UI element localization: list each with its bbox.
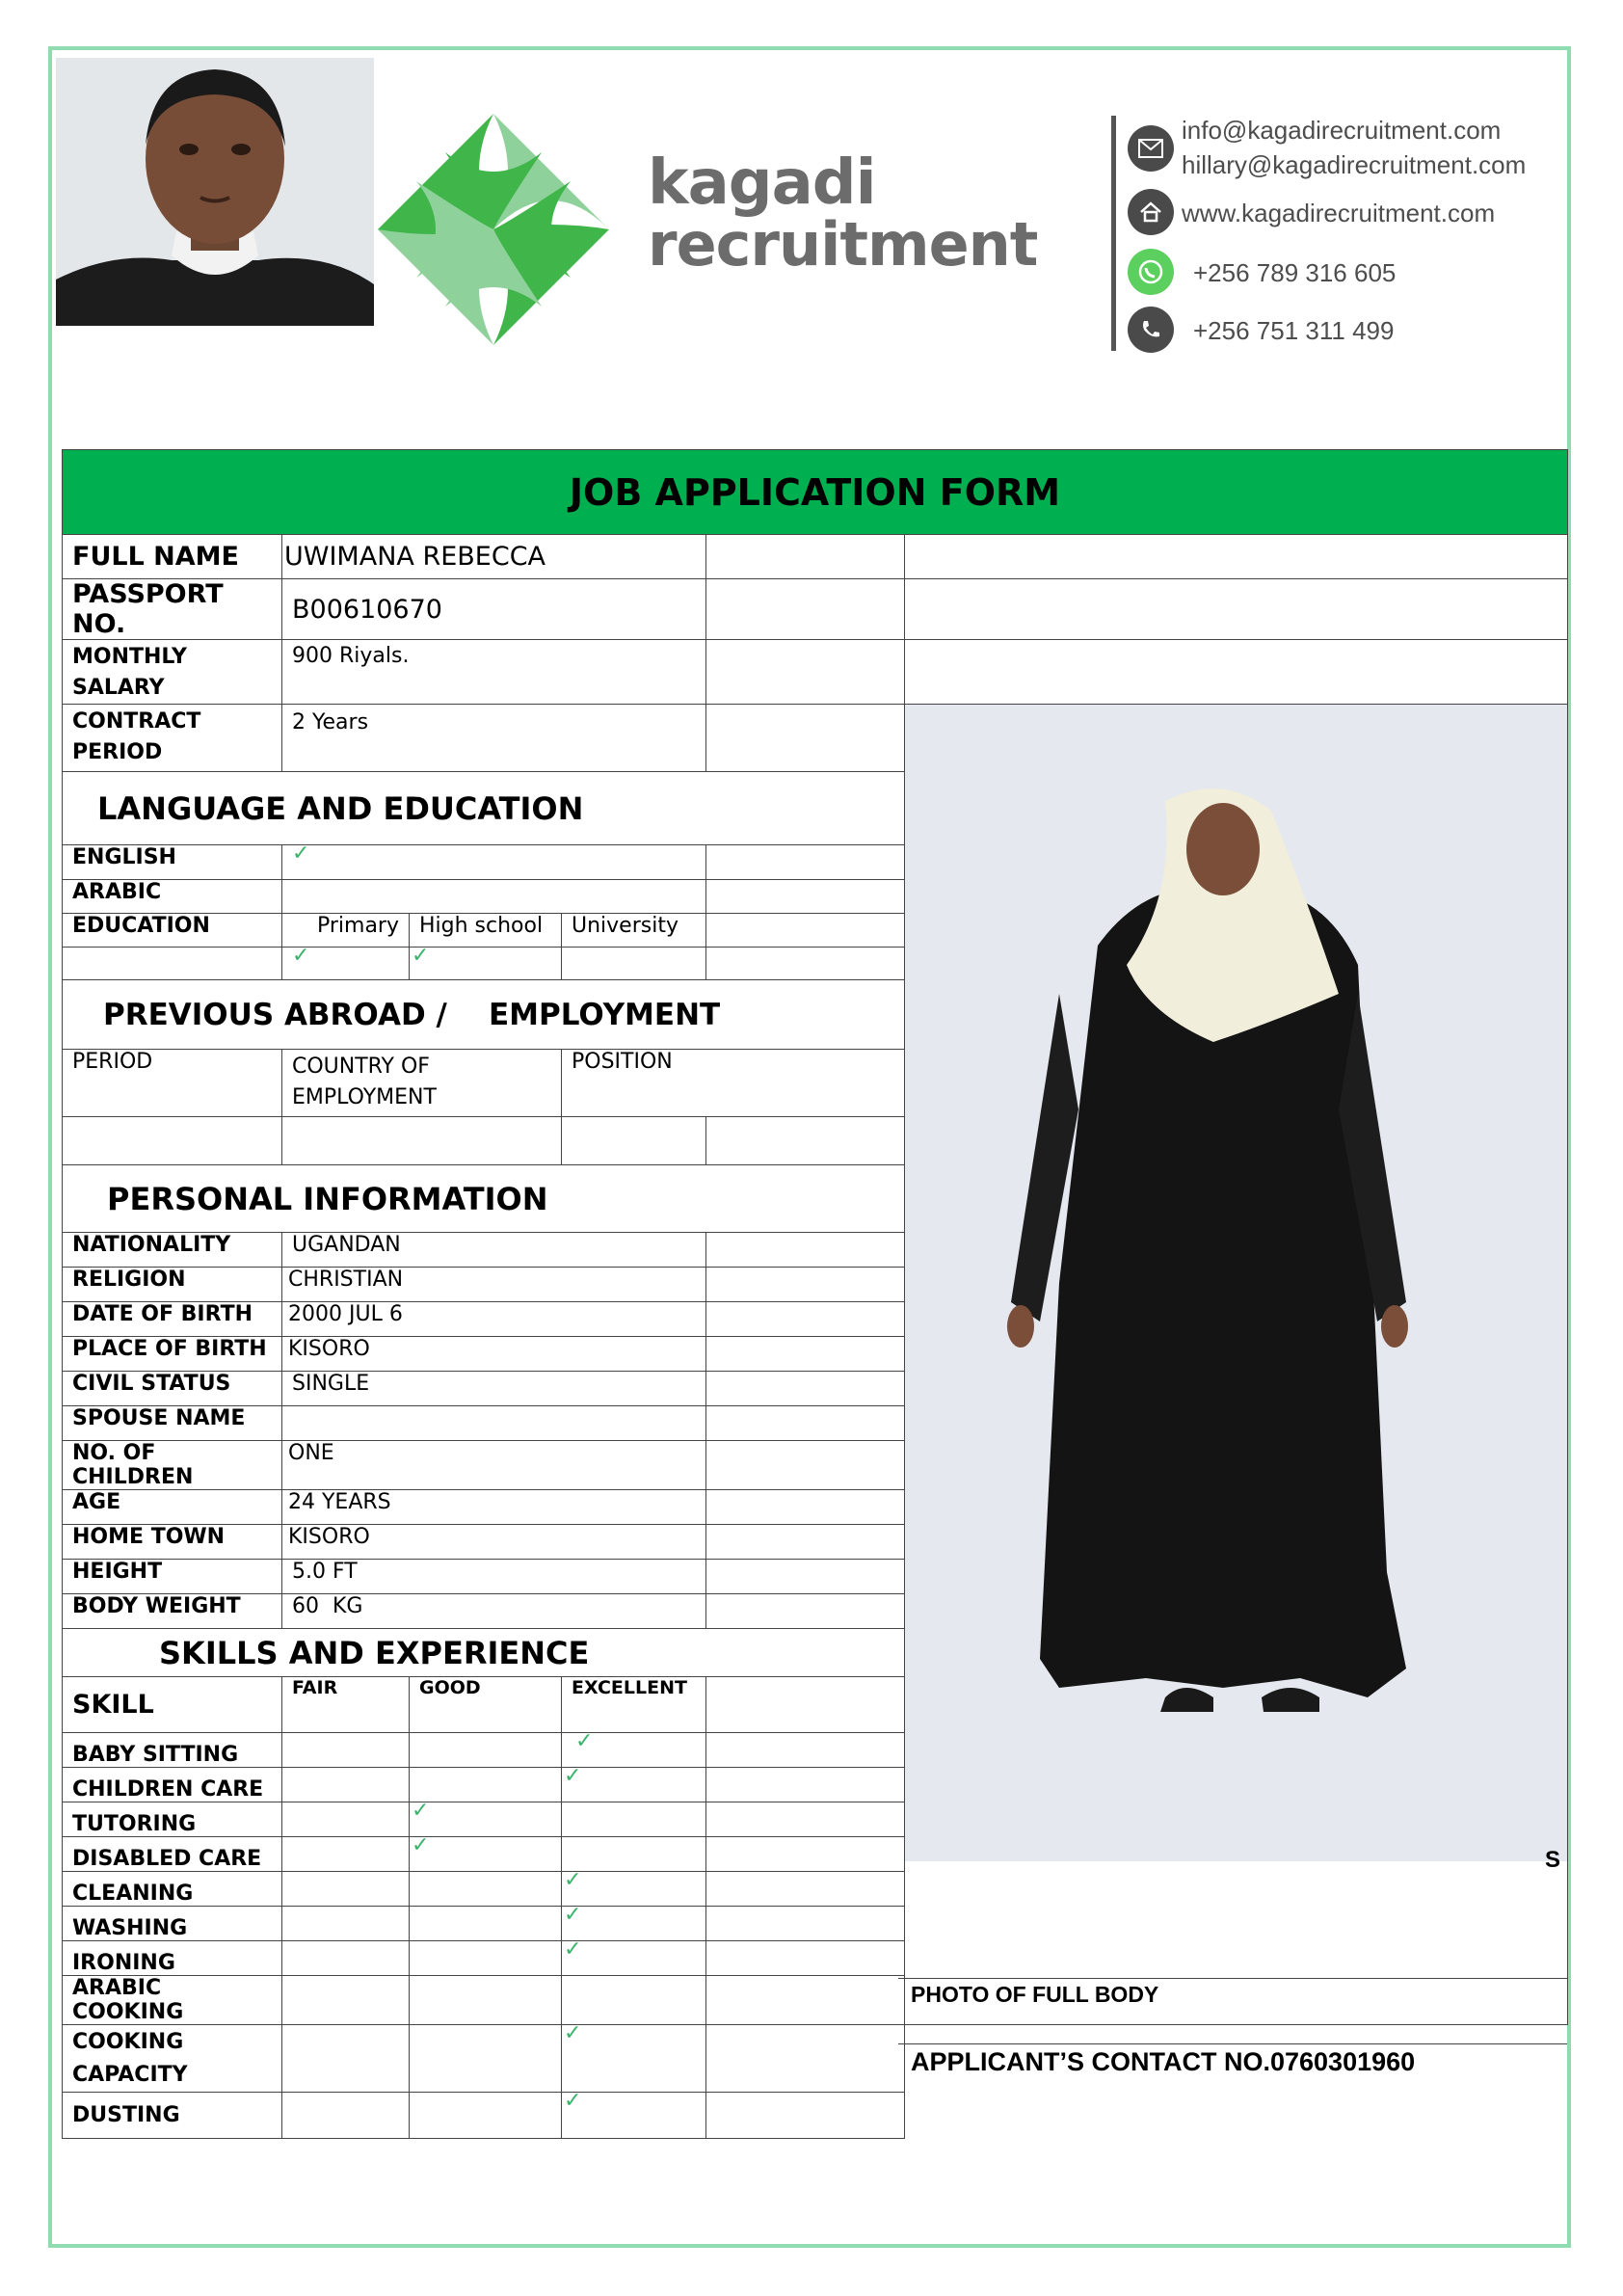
empty-cell (63, 948, 282, 980)
contact-whatsapp[interactable]: +256 789 316 605 (1193, 258, 1397, 287)
skill-name: BABY SITTING (63, 1733, 282, 1768)
good-header: GOOD (410, 1677, 562, 1733)
skill-fair (282, 1872, 410, 1907)
skill-fair (282, 1907, 410, 1941)
empty-cell (905, 640, 1568, 705)
photo-note: S (1545, 1847, 1561, 1873)
personal-label: NO. OF CHILDREN (63, 1441, 282, 1490)
skill-name: IRONING (63, 1941, 282, 1976)
arabic-label: ARABIC (63, 880, 282, 914)
empty-cell (706, 880, 905, 914)
personal-value: ONE (282, 1441, 706, 1490)
skill-excellent: ✓ (562, 1941, 706, 1976)
skill-name: DUSTING (63, 2093, 282, 2139)
empty-cell (905, 579, 1568, 640)
empty-cell (706, 1907, 905, 1941)
full-body-photo-cell (905, 705, 1568, 2025)
skill-excellent: ✓ (562, 1907, 706, 1941)
skill-name: CHILDREN CARE (63, 1768, 282, 1802)
applicant-portrait-photo (56, 58, 374, 326)
personal-label: RELIGION (63, 1268, 282, 1302)
country-label: COUNTRY OF EMPLOYMENT (282, 1050, 562, 1117)
skill-good (410, 1733, 562, 1768)
skill-good: ✓ (410, 1802, 562, 1837)
skill-good (410, 1976, 562, 2025)
skill-good (410, 1872, 562, 1907)
whatsapp-icon (1128, 249, 1174, 295)
personal-information-heading: PERSONAL INFORMATION (63, 1165, 905, 1233)
mail-icon (1128, 125, 1174, 172)
empty-cell (706, 1302, 905, 1337)
empty-cell (706, 1233, 905, 1268)
personal-label: DATE OF BIRTH (63, 1302, 282, 1337)
personal-label: SPOUSE NAME (63, 1406, 282, 1441)
empty-cell (706, 948, 905, 980)
contact-email-1[interactable]: info@kagadirecruitment.com (1182, 116, 1502, 145)
empty-cell (282, 1117, 562, 1165)
language-education-heading: LANGUAGE AND EDUCATION (63, 772, 905, 845)
skill-fair (282, 1837, 410, 1872)
edu-primary-tick: ✓ (282, 948, 410, 980)
personal-label: CIVIL STATUS (63, 1372, 282, 1406)
arabic-value (282, 880, 706, 914)
skill-excellent: ✓ (562, 2093, 706, 2139)
empty-cell (706, 1560, 905, 1594)
skill-good (410, 1907, 562, 1941)
skill-excellent: ✓ (562, 1872, 706, 1907)
empty-cell (562, 1117, 706, 1165)
skill-fair (282, 1941, 410, 1976)
empty-cell (706, 1837, 905, 1872)
photo-full-body-label: PHOTO OF FULL BODY (911, 1982, 1159, 2007)
empty-cell (706, 1268, 905, 1302)
contact-phone[interactable]: +256 751 311 499 (1193, 316, 1395, 345)
skill-name: DISABLED CARE (63, 1837, 282, 1872)
application-form-table (62, 449, 1568, 2139)
empty-cell (706, 1941, 905, 1976)
full-name-value: UWIMANA REBECCA (282, 535, 706, 579)
empty-cell (706, 1490, 905, 1525)
skill-fair (282, 1768, 410, 1802)
empty-cell (706, 1525, 905, 1560)
skill-name: ARABIC COOKING (63, 1976, 282, 2025)
contract-label: CONTRACT PERIOD (63, 705, 282, 772)
home-icon (1128, 189, 1174, 235)
divider (898, 2043, 1567, 2044)
contact-email-2[interactable]: hillary@kagadirecruitment.com (1182, 150, 1527, 179)
skills-experience-heading: SKILLS AND EXPERIENCE (63, 1629, 905, 1677)
empty-cell (706, 2025, 905, 2093)
skill-good: ✓ (410, 1837, 562, 1872)
contact-divider (1111, 116, 1116, 351)
personal-value: 5.0 FT (282, 1560, 706, 1594)
english-label: ENGLISH (63, 845, 282, 880)
personal-value: SINGLE (282, 1372, 706, 1406)
skill-excellent: ✓ (562, 1768, 706, 1802)
contact-website[interactable]: www.kagadirecruitment.com (1182, 199, 1496, 227)
skill-excellent (562, 1837, 706, 1872)
form-title: JOB APPLICATION FORM (63, 450, 1568, 535)
skill-good (410, 2093, 562, 2139)
personal-value: 2000 JUL 6 (282, 1302, 706, 1337)
empty-cell (706, 705, 905, 772)
skill-excellent (562, 1976, 706, 2025)
empty-cell (706, 1406, 905, 1441)
english-tick: ✓ (282, 845, 706, 880)
empty-cell (706, 845, 905, 880)
previous-abroad-heading: PREVIOUS ABROAD / EMPLOYMENT (63, 980, 905, 1050)
empty-cell (706, 1441, 905, 1490)
passport-value: B00610670 (282, 579, 706, 640)
empty-cell (706, 1372, 905, 1406)
contract-value: 2 Years (282, 705, 706, 772)
excellent-header: EXCELLENT (562, 1677, 706, 1733)
kagadi-logo-icon (378, 114, 609, 345)
empty-cell (706, 1802, 905, 1837)
empty-cell (706, 2093, 905, 2139)
skill-fair (282, 2025, 410, 2093)
empty-cell (63, 1117, 282, 1165)
full-name-label: FULL NAME (63, 535, 282, 579)
empty-cell (706, 1594, 905, 1629)
edu-high-tick: ✓ (410, 948, 562, 980)
salary-value: 900 Riyals. (282, 640, 706, 705)
brand-line-1: kagadi (648, 147, 876, 219)
skill-fair (282, 1802, 410, 1837)
skill-good (410, 2025, 562, 2093)
personal-label: BODY WEIGHT (63, 1594, 282, 1629)
salary-label: MONTHLY SALARY (63, 640, 282, 705)
empty-cell (706, 1768, 905, 1802)
personal-value: CHRISTIAN (282, 1268, 706, 1302)
skill-good (410, 1941, 562, 1976)
skill-good (410, 1768, 562, 1802)
divider (898, 1978, 1567, 1979)
personal-label: HEIGHT (63, 1560, 282, 1594)
empty-cell (706, 1976, 905, 2025)
edu-university-label: University (562, 914, 706, 948)
empty-cell (706, 1117, 905, 1165)
personal-label: HOME TOWN (63, 1525, 282, 1560)
empty-cell (706, 535, 905, 579)
skill-fair (282, 2093, 410, 2139)
empty-cell (905, 535, 1568, 579)
personal-value (282, 1406, 706, 1441)
edu-high-school-label: High school (410, 914, 562, 948)
personal-value: KISORO (282, 1525, 706, 1560)
empty-cell (706, 1677, 905, 1733)
skill-fair (282, 1976, 410, 2025)
brand-line-2: recruitment (648, 209, 1038, 280)
education-label: EDUCATION (63, 914, 282, 948)
empty-cell (706, 914, 905, 948)
personal-value: KISORO (282, 1337, 706, 1372)
empty-cell (706, 1733, 905, 1768)
skill-name: CLEANING (63, 1872, 282, 1907)
skill-excellent: ✓ (562, 1733, 706, 1768)
period-label: PERIOD (63, 1050, 282, 1117)
skill-name: WASHING (63, 1907, 282, 1941)
personal-value: 60 KG (282, 1594, 706, 1629)
empty-cell (706, 1337, 905, 1372)
skill-name: TUTORING (63, 1802, 282, 1837)
personal-label: NATIONALITY (63, 1233, 282, 1268)
empty-cell (706, 579, 905, 640)
full-body-photo (905, 705, 1567, 1861)
passport-label: PASSPORT NO. (63, 579, 282, 640)
personal-value: UGANDAN (282, 1233, 706, 1268)
brand-name (648, 147, 1038, 280)
empty-cell (562, 948, 706, 980)
skill-name: COOKING CAPACITY (63, 2025, 282, 2093)
fair-header: FAIR (282, 1677, 410, 1733)
position-label: POSITION (562, 1050, 905, 1117)
empty-cell (706, 640, 905, 705)
personal-label: AGE (63, 1490, 282, 1525)
personal-value: 24 YEARS (282, 1490, 706, 1525)
personal-label: PLACE OF BIRTH (63, 1337, 282, 1372)
phone-icon (1128, 307, 1174, 353)
applicant-contact: APPLICANT’S CONTACT NO.0760301960 (911, 2047, 1416, 2076)
skill-fair (282, 1733, 410, 1768)
edu-primary-label: Primary (282, 914, 410, 948)
skill-excellent (562, 1802, 706, 1837)
skill-excellent: ✓ (562, 2025, 706, 2093)
skill-header: SKILL (63, 1677, 282, 1733)
empty-cell (706, 1872, 905, 1907)
